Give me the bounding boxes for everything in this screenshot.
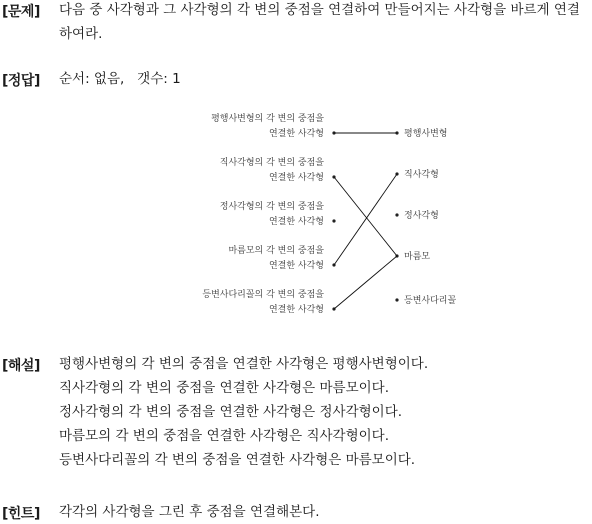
left-item-line2: 연결한 사각형 (268, 129, 324, 139)
connection-line (334, 256, 397, 309)
explanation-label: [해설] (2, 358, 40, 374)
explanation-line-4: 마름모의 각 변의 중점을 연결한 사각형은 직사각형이다. (59, 428, 389, 444)
left-item-line2: 연결한 사각형 (268, 261, 324, 271)
connection-line (334, 177, 397, 256)
left-item-line1: 등변사다리꼴의 각 변의 중점을 (202, 290, 324, 300)
left-item-line1: 평행사변형의 각 변의 중점을 (211, 114, 324, 124)
explanation-line-2: 직사각형의 각 변의 중점을 연결한 사각형은 마름모이다. (59, 380, 389, 396)
explanation-line-5: 등변사다리꼴의 각 변의 중점을 연결한 사각형은 마름모이다. (59, 452, 416, 468)
connection-line (334, 174, 397, 265)
problem-label: [문제] (2, 4, 40, 20)
left-item-line2: 연결한 사각형 (268, 305, 324, 315)
problem-text: 다음 중 사각형과 그 사각형의 각 변의 중점을 연결하여 만들어지는 사각형을 바르게 연결하여라. (59, 2, 580, 42)
right-item-label: 정사각형 (404, 211, 439, 221)
hint-text: 각각의 사각형을 그린 후 중점을 연결해본다. (59, 504, 320, 520)
hint-label: [힌트] (2, 506, 40, 522)
right-item-label: 직사각형 (404, 170, 439, 180)
right-dot[interactable] (395, 298, 398, 301)
right-item-label: 마름모 (404, 252, 431, 262)
left-item-line1: 정사각형의 각 변의 중점을 (219, 202, 324, 212)
explanation-text (59, 352, 587, 472)
left-item-line1: 마름모의 각 변의 중점을 (228, 246, 324, 256)
left-dot[interactable] (332, 219, 335, 222)
answer-text: 순서: 없음, 갯수: 1 (59, 71, 181, 87)
right-dot[interactable] (395, 213, 398, 216)
right-item-label: 평행사변형 (404, 129, 448, 139)
explanation-line-3: 정사각형의 각 변의 중점을 연결한 사각형은 정사각형이다. (59, 404, 403, 420)
left-item-line2: 연결한 사각형 (268, 173, 324, 183)
answer-label: [정답] (2, 73, 40, 89)
right-item-label: 등변사다리꼴 (404, 296, 457, 306)
left-item-line1: 직사각형의 각 변의 중점을 (219, 158, 324, 168)
explanation-line-1: 평행사변형의 각 변의 중점을 연결한 사각형은 평행사변형이다. (59, 356, 429, 372)
left-item-line2: 연결한 사각형 (268, 217, 324, 227)
